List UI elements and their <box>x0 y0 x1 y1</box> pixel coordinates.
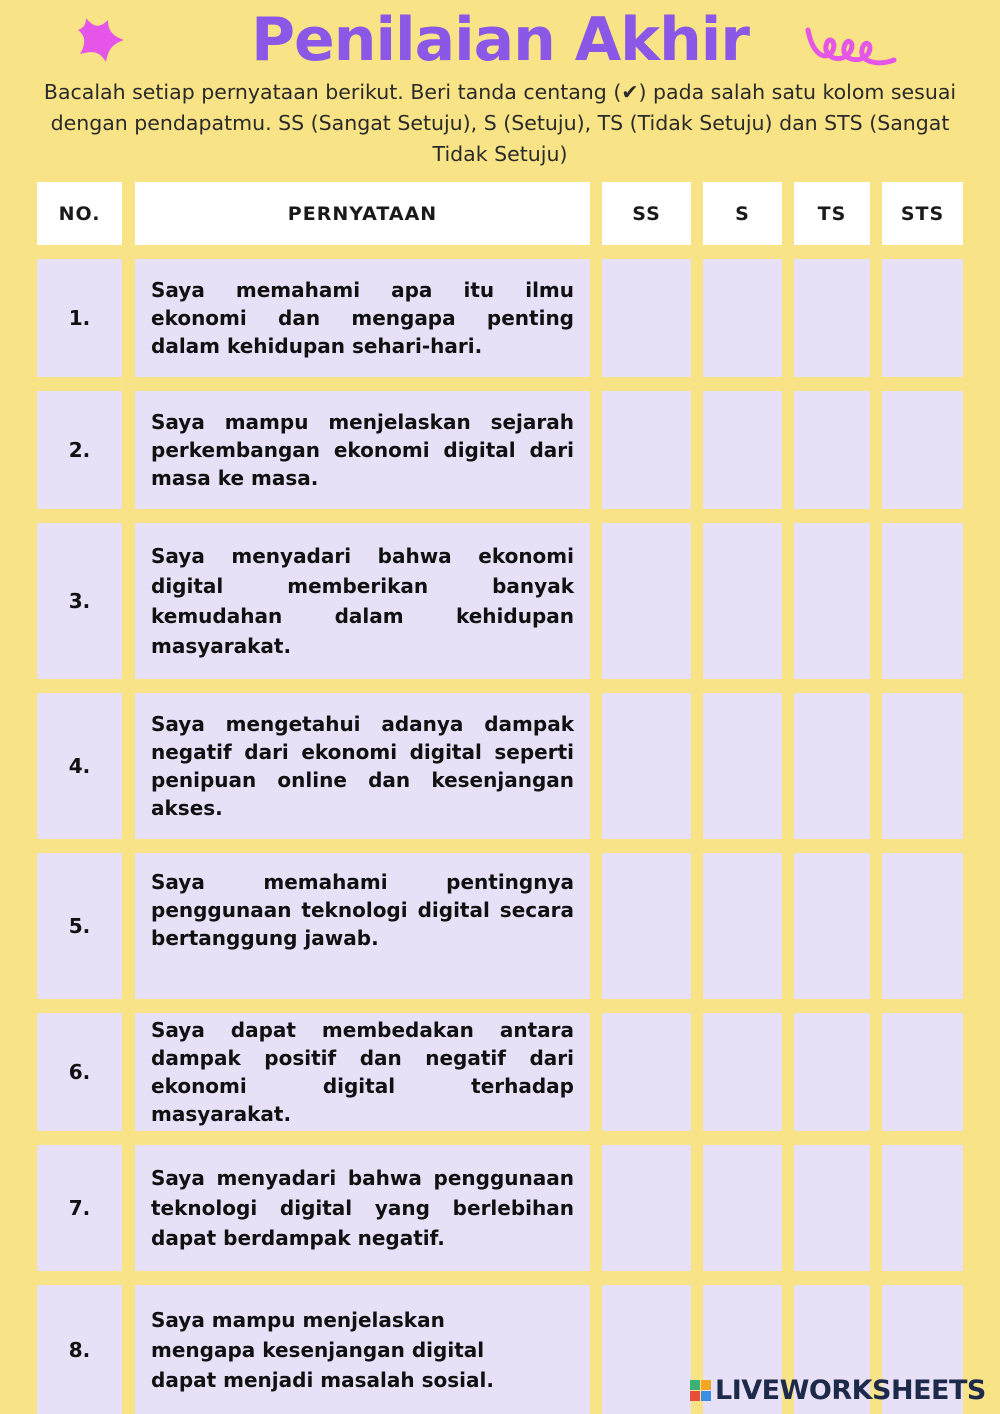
header-ss: SS <box>602 182 691 245</box>
row-6-number: 6. <box>37 1013 122 1131</box>
liveworksheets-watermark <box>690 1374 986 1406</box>
squiggle-decoration-icon <box>802 22 898 72</box>
row-1-sts-checkbox[interactable] <box>882 259 963 377</box>
row-7-statement-text: Saya menyadari bahwa penggunaan teknologi digital yang berlebihan dapat berdampak negatif. <box>151 1166 574 1250</box>
row-5-sts-checkbox[interactable] <box>882 853 963 999</box>
row-8-ss-checkbox[interactable] <box>602 1285 691 1414</box>
row-7-sts-checkbox[interactable] <box>882 1145 963 1271</box>
row-4-statement-text: Saya mengetahui adanya dampak negatif dari ekonomi digital seperti penipuan online dan kesenjangan akses. <box>151 712 574 820</box>
row-5-ss-checkbox[interactable] <box>602 853 691 999</box>
row-3-ts-checkbox[interactable] <box>794 523 870 679</box>
row-4-number: 4. <box>37 693 122 839</box>
row-2-statement <box>135 391 590 509</box>
row-4-s-checkbox[interactable] <box>703 693 782 839</box>
row-7-ss-checkbox[interactable] <box>602 1145 691 1271</box>
row-1-number: 1. <box>37 259 122 377</box>
row-1-s-checkbox[interactable] <box>703 259 782 377</box>
row-3-statement-text: Saya menyadari bahwa ekonomi digital memberikan banyak kemudahan dalam kehidupan masyarakat. <box>151 544 574 658</box>
row-1-statement-text: Saya memahami apa itu ilmu ekonomi dan mengapa penting dalam kehidupan sehari-hari. <box>151 278 574 358</box>
row-5-statement <box>135 853 590 999</box>
header-s: S <box>703 182 782 245</box>
liveworksheets-brand: LIVEWORKSHEETS <box>715 1374 986 1406</box>
row-4-statement <box>135 693 590 839</box>
row-6-statement-text: Saya dapat membedakan antara dampak positif dan negatif dari ekonomi digital terhadap masyarakat. <box>151 1018 574 1126</box>
row-3-s-checkbox[interactable] <box>703 523 782 679</box>
row-2-ss-checkbox[interactable] <box>602 391 691 509</box>
row-2-ts-checkbox[interactable] <box>794 391 870 509</box>
row-7-number: 7. <box>37 1145 122 1271</box>
row-7-ts-checkbox[interactable] <box>794 1145 870 1271</box>
row-5-number: 5. <box>37 853 122 999</box>
row-3-sts-checkbox[interactable] <box>882 523 963 679</box>
row-7-statement <box>135 1145 590 1271</box>
row-5-ts-checkbox[interactable] <box>794 853 870 999</box>
header-ts: TS <box>794 182 870 245</box>
instructions-text: Bacalah setiap pernyataan berikut. Beri tanda centang (✔) pada salah satu kolom sesuai dengan pendapatmu. SS (Sangat Setuju), S (Setuju), TS (Tidak Setuju) dan STS (Sangat Tidak Setuju) <box>43 80 957 166</box>
row-6-sts-checkbox[interactable] <box>882 1013 963 1131</box>
header-statement: PERNYATAAN <box>135 182 590 245</box>
header-sts: STS <box>882 182 963 245</box>
row-6-ss-checkbox[interactable] <box>602 1013 691 1131</box>
row-4-sts-checkbox[interactable] <box>882 693 963 839</box>
row-2-sts-checkbox[interactable] <box>882 391 963 509</box>
row-7-s-checkbox[interactable] <box>703 1145 782 1271</box>
row-3-number: 3. <box>37 523 122 679</box>
page-title: Penilaian Akhir <box>251 5 749 75</box>
row-2-statement-text: Saya mampu menjelaskan sejarah perkembangan ekonomi digital dari masa ke masa. <box>151 410 574 490</box>
row-6-statement <box>135 1013 590 1131</box>
row-1-ss-checkbox[interactable] <box>602 259 691 377</box>
row-1-statement <box>135 259 590 377</box>
row-4-ts-checkbox[interactable] <box>794 693 870 839</box>
row-6-s-checkbox[interactable] <box>703 1013 782 1131</box>
row-1-ts-checkbox[interactable] <box>794 259 870 377</box>
row-2-number: 2. <box>37 391 122 509</box>
row-8-statement-text: Saya mampu menjelaskan mengapa kesenjangan digital dapat menjadi masalah sosial. <box>151 1307 494 1392</box>
row-5-s-checkbox[interactable] <box>703 853 782 999</box>
row-8-statement <box>135 1285 590 1414</box>
row-3-ss-checkbox[interactable] <box>602 523 691 679</box>
header-no: NO. <box>37 182 122 245</box>
row-4-ss-checkbox[interactable] <box>602 693 691 839</box>
row-5-statement-text: Saya memahami pentingnya penggunaan teknologi digital secara bertanggung jawab. <box>151 870 574 950</box>
row-6-ts-checkbox[interactable] <box>794 1013 870 1131</box>
liveworksheets-logo-icon <box>690 1380 711 1401</box>
row-8-number: 8. <box>37 1285 122 1414</box>
row-3-statement <box>135 523 590 679</box>
row-2-s-checkbox[interactable] <box>703 391 782 509</box>
